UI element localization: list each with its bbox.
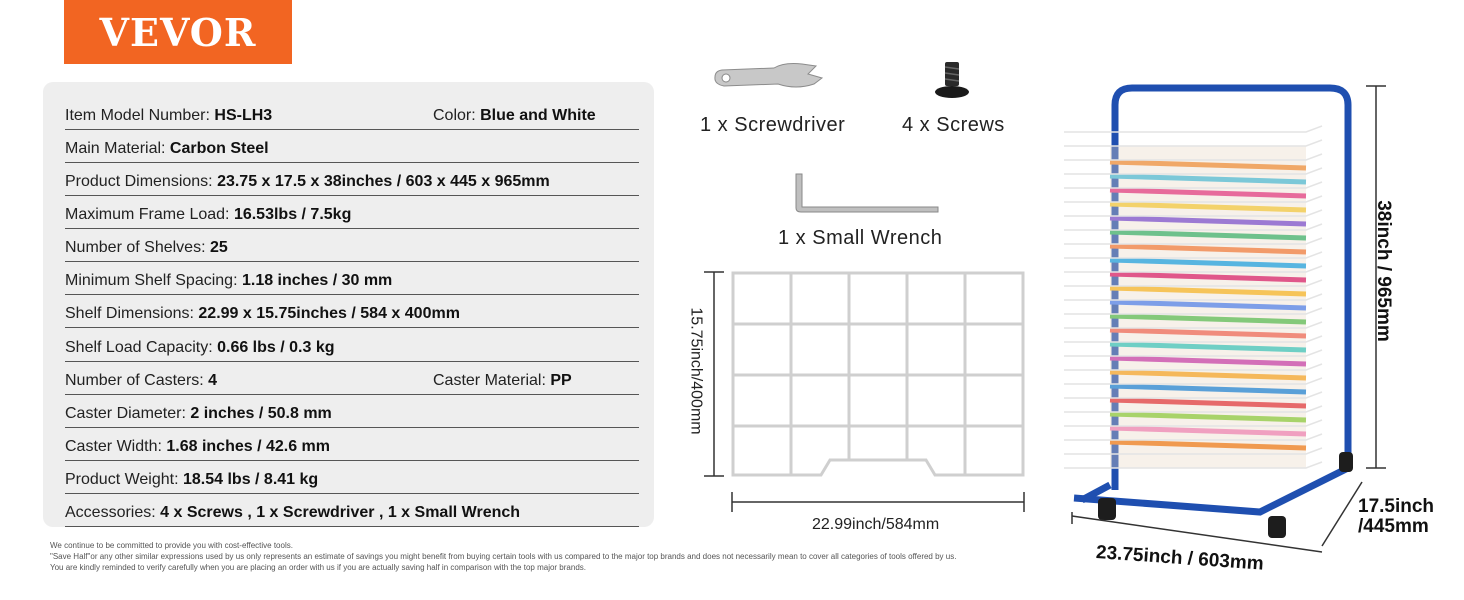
spec-row-shelf-spacing [65,261,639,295]
spec-row-model [65,96,639,130]
spec-value: Blue and White [480,107,596,124]
spec-row-weight [65,460,639,494]
spec-label: Main Material: [65,140,170,157]
spec-label: Caster Material: [433,372,551,389]
spec-label: Shelf Dimensions: [65,305,199,322]
spec-label: Number of Casters: [65,372,209,389]
spec-row-caster-width [65,427,639,461]
spec-value: 1.68 inches / 42.6 mm [166,438,331,455]
screwdriver-icon [712,60,824,94]
spec-value: 23.75 x 17.5 x 38inches / 603 x 445 x 965mm [217,173,550,190]
drying-rack-illustration [1060,80,1360,550]
shelf-grid-diagram [730,270,1026,478]
spec-table [43,82,654,527]
screws-label: 4 x Screws [902,114,1005,136]
spec-row-shelf-load [65,328,639,362]
spec-value: 0.66 lbs / 0.3 kg [217,339,335,356]
spec-row-casters [65,361,639,395]
disclaimer-line: You are kindly reminded to verify carefully when you are placing an order with us if you are actually saving half in comparison with the top major brands. [50,563,586,572]
spec-label: Accessories: [65,504,161,521]
spec-value: 18.54 lbs / 8.41 kg [182,471,319,488]
shelf-height-label: 15.75inch/400mm [687,307,705,435]
rack-depth-label-inch: 17.5inch [1358,496,1435,517]
brand-logo [64,0,292,64]
spec-label: Item Model Number: [65,107,215,124]
spec-row-shelf-dimensions [65,294,639,328]
spec-label: Product Dimensions: [65,173,218,190]
spec-value: Carbon Steel [169,140,269,157]
spec-value: PP [550,372,572,389]
spec-label: Minimum Shelf Spacing: [65,272,242,289]
spec-value: 16.53lbs / 7.5kg [233,206,352,223]
spec-row-accessories [65,493,639,527]
spec-value: 22.99 x 15.75inches / 584 x 400mm [198,305,460,322]
screwdriver-label: 1 x Screwdriver [700,114,846,136]
shelf-width-label: 22.99inch/584mm [812,516,940,533]
spec-label: Maximum Frame Load: [65,206,234,223]
spec-value: HS-LH3 [214,107,273,124]
brand-logo-text: VEVOR [99,9,257,55]
spec-label: Number of Shelves: [65,239,210,256]
spec-row-dimensions [65,162,639,196]
spec-value: 2 inches / 50.8 mm [190,405,332,422]
disclaimer [50,540,1090,573]
spec-row-caster-diameter [65,394,639,428]
spec-label: Shelf Load Capacity: [65,339,218,356]
spec-value: 4 x Screws , 1 x Screwdriver , 1 x Small Wrench [160,504,521,521]
spec-label: Caster Diameter: [65,405,191,422]
spec-row-shelves [65,228,639,262]
spec-row-material [65,129,639,163]
rack-height-label: 38inch / 965mm [1372,200,1394,342]
wrench-icon [792,172,942,214]
rack-depth-label-mm: /445mm [1358,516,1429,537]
shelf-width-dimension-line [730,488,1026,518]
spec-row-frame-load [65,195,639,229]
disclaimer-line: We continue to be committed to provide you with cost-effective tools. [50,541,293,550]
wrench-label: 1 x Small Wrench [778,227,943,249]
spec-value: 4 [208,372,218,389]
spec-value: 1.18 inches / 30 mm [241,272,393,289]
rack-width-label: 23.75inch / 603mm [1095,542,1265,575]
screw-icon [934,62,970,102]
spec-value: 25 [209,239,228,256]
spec-label: Color: [433,107,481,124]
spec-label: Caster Width: [65,438,167,455]
spec-label: Product Weight: [65,471,183,488]
disclaimer-line: "Save Half"or any other similar expressions used by us only represents an estimate of savings you might benefit from buying certain tools with us compared to the major top brands and does not necessarily mean to cover all categories of tools offered by us. [50,552,957,561]
